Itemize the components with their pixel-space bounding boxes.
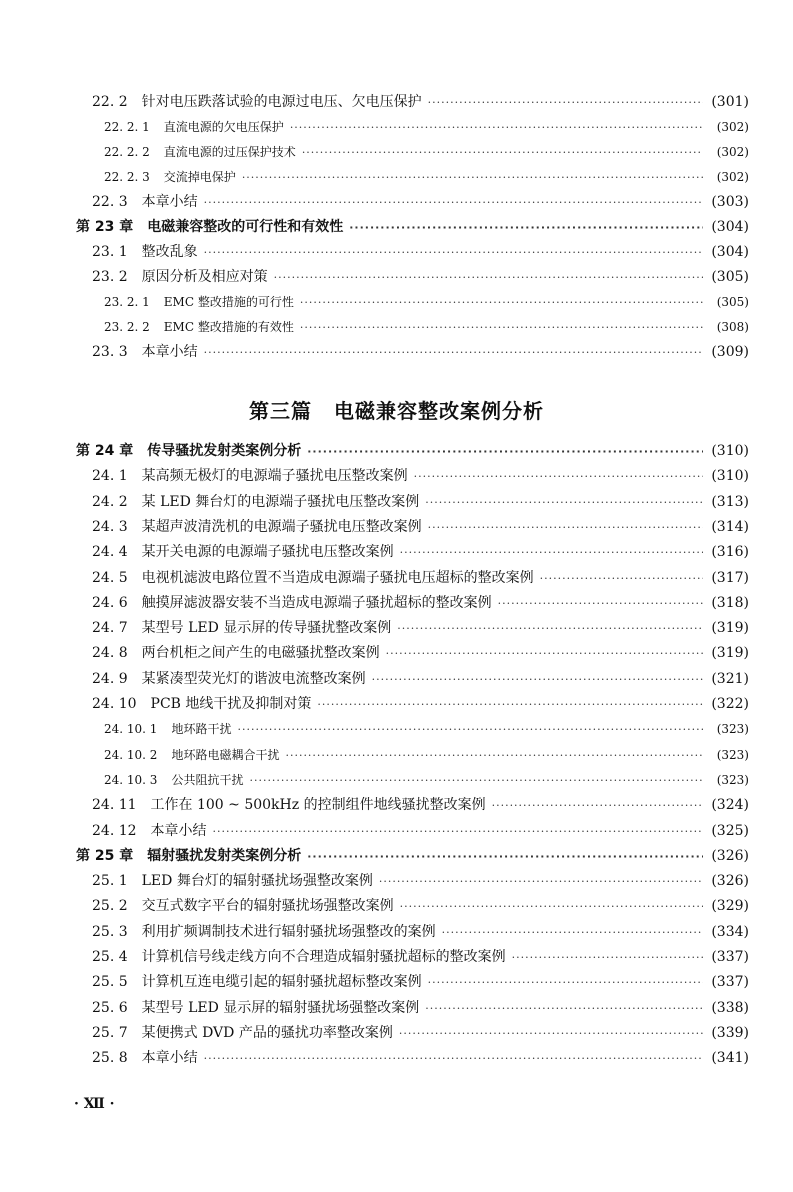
toc-subsection-entry: [104, 117, 749, 138]
entry-number: 25. 5: [92, 974, 128, 991]
entry-title: 直流电源的过压保护技术: [163, 145, 296, 159]
entry-number: 24. 7: [92, 620, 128, 637]
toc-section-entry: [92, 972, 749, 993]
entry-page-number: (319): [711, 645, 749, 662]
leader-dots: [372, 670, 703, 690]
leader-dots: [414, 467, 703, 487]
entry-number: 24. 3: [92, 518, 128, 535]
entry-number: 24. 2: [92, 493, 128, 510]
entry-title: 某开关电源的电源端子骚扰电压整改案例: [141, 544, 394, 561]
toc-chapter-entry: [76, 441, 749, 462]
entry-title: 两台机柜之间产生的电磁骚扰整改案例: [141, 645, 380, 662]
entry-page-number: (304): [711, 219, 749, 235]
entry-title: 本章小结: [141, 194, 198, 210]
leader-dots: [302, 143, 703, 163]
entry-title: 计算机互连电缆引起的辐射骚扰超标整改案例: [141, 974, 422, 991]
entry-number: 24. 10: [92, 696, 137, 712]
entry-title: 原因分析及相应对策: [141, 269, 268, 285]
leader-dots: [204, 243, 703, 263]
entry-page-number: (324): [711, 797, 749, 814]
leader-dots: [307, 847, 703, 867]
part-label: 第三篇: [249, 399, 312, 423]
entry-page-number: (314): [711, 518, 749, 535]
toc-section-entry: [92, 947, 749, 968]
entry-number: 24. 1: [92, 468, 128, 485]
entry-page-number: (302): [716, 170, 749, 184]
entry-title: PCB 地线干扰及抑制对策: [150, 696, 312, 712]
entry-page-number: (310): [711, 468, 749, 485]
entry-page-number: (337): [711, 949, 749, 965]
entry-number: 25. 2: [92, 898, 128, 915]
toc-chapter-entry: [76, 846, 749, 867]
entry-title: 针对电压跌落试验的电源过电压、欠电压保护: [141, 94, 422, 110]
toc-section-entry: [92, 896, 749, 917]
leader-dots: [237, 720, 703, 740]
toc-section-entry: [92, 871, 749, 892]
toc-section-entry: [92, 593, 749, 614]
entry-page-number: (308): [716, 320, 749, 334]
toc-section-entry: [92, 669, 749, 690]
page-folio: · Ⅻ ·: [74, 1096, 115, 1112]
entry-page-number: (313): [711, 493, 749, 510]
entry-title: 某紧凑型荧光灯的谐波电流整改案例: [141, 670, 366, 687]
toc-section-entry: [92, 643, 749, 664]
leader-dots: [425, 493, 703, 513]
toc-subsection-entry: [104, 770, 749, 791]
entry-number: 24. 10. 2: [104, 747, 158, 762]
leader-dots: [290, 118, 703, 138]
leader-dots: [204, 193, 703, 213]
entry-number: 第 23 章: [76, 219, 134, 235]
entry-number: 24. 5: [92, 569, 128, 586]
entry-page-number: (339): [711, 1024, 749, 1041]
toc-section-entry: [92, 92, 749, 113]
entry-page-number: (305): [716, 295, 749, 309]
entry-page-number: (326): [711, 873, 749, 890]
leader-dots: [492, 796, 703, 816]
leader-dots: [307, 442, 703, 462]
leader-dots: [400, 543, 703, 563]
entry-title: 利用扩频调制技术进行辐射骚扰场强整改的案例: [141, 923, 436, 940]
entry-title: 某型号 LED 显示屏的传导骚扰整改案例: [141, 620, 392, 637]
entry-number: 25. 8: [92, 1050, 128, 1067]
entry-title: 交互式数字平台的辐射骚扰场强整改案例: [141, 898, 394, 915]
toc-section-entry: [92, 618, 749, 639]
toc-section-entry: [92, 1048, 749, 1069]
entry-title: 某超声波清洗机的电源端子骚扰电压整改案例: [141, 518, 422, 535]
toc-subsection-entry: [104, 719, 749, 740]
entry-number: 第 24 章: [76, 443, 134, 459]
entry-number: 24. 6: [92, 594, 128, 611]
leader-dots: [285, 746, 703, 766]
entry-title: 工作在 100 ~ 500kHz 的控制组件地线骚扰整改案例: [150, 797, 486, 814]
entry-title: 传导骚扰发射类案例分析: [147, 443, 302, 459]
entry-page-number: (302): [716, 120, 749, 134]
entry-number: 23. 3: [92, 344, 128, 360]
entry-page-number: (337): [711, 974, 749, 991]
entry-title: LED 舞台灯的辐射骚扰场强整改案例: [141, 873, 373, 890]
entry-number: 22. 2. 1: [104, 120, 150, 134]
entry-page-number: (319): [711, 620, 749, 637]
entry-page-number: (341): [711, 1050, 749, 1067]
entry-title: 辐射骚扰发射类案例分析: [147, 847, 302, 864]
entry-title: 触摸屏滤波器安装不当造成电源端子骚扰超标的整改案例: [141, 594, 492, 611]
entry-number: 24. 8: [92, 645, 128, 662]
toc-section-entry: [92, 568, 749, 589]
entry-title: 本章小结: [141, 1050, 198, 1067]
entry-page-number: (329): [711, 898, 749, 915]
leader-dots: [204, 1049, 703, 1069]
toc-subsection-entry: [104, 745, 749, 766]
entry-number: 25. 6: [92, 999, 128, 1016]
entry-title: 某型号 LED 显示屏的辐射骚扰场强整改案例: [141, 999, 420, 1016]
toc-section-entry: [92, 694, 749, 715]
part-heading: [0, 395, 793, 424]
leader-dots: [349, 218, 703, 238]
entry-page-number: (304): [711, 244, 749, 260]
leader-dots: [400, 897, 703, 917]
toc-subsection-entry: [104, 292, 749, 313]
entry-title: EMC 整改措施的可行性: [163, 295, 294, 309]
leader-dots: [379, 872, 703, 892]
entry-title: 整改乱象: [141, 244, 198, 260]
entry-page-number: (334): [711, 923, 749, 940]
toc-section-entry: [92, 267, 749, 288]
entry-number: 23. 2: [92, 269, 128, 285]
leader-dots: [300, 293, 703, 313]
leader-dots: [242, 168, 703, 188]
entry-page-number: (326): [711, 847, 749, 864]
leader-dots: [442, 923, 703, 943]
toc-section-entry: [92, 192, 749, 213]
entry-page-number: (309): [711, 344, 749, 360]
entry-title: 电视机滤波电路位置不当造成电源端子骚扰电压超标的整改案例: [141, 569, 534, 586]
toc-section-entry: [92, 492, 749, 513]
entry-title: 某 LED 舞台灯的电源端子骚扰电压整改案例: [141, 493, 420, 510]
leader-dots: [512, 948, 703, 968]
entry-page-number: (301): [711, 94, 749, 110]
toc-chapter-entry: [76, 217, 749, 238]
toc-section-entry: [92, 795, 749, 816]
toc-section-entry: [92, 517, 749, 538]
entry-page-number: (338): [711, 999, 749, 1016]
leader-dots: [428, 973, 703, 993]
toc-section-entry: [92, 342, 749, 363]
toc-subsection-entry: [104, 317, 749, 338]
entry-page-number: (305): [711, 269, 749, 285]
entry-title: 本章小结: [150, 822, 207, 839]
entry-page-number: (323): [716, 772, 749, 787]
entry-number: 24. 11: [92, 797, 137, 814]
entry-number: 25. 4: [92, 949, 128, 965]
entry-number: 22. 2. 2: [104, 145, 150, 159]
leader-dots: [249, 771, 703, 791]
toc-section-entry: [92, 542, 749, 563]
entry-title: 计算机信号线走线方向不合理造成辐射骚扰超标的整改案例: [141, 949, 506, 965]
entry-page-number: (318): [711, 594, 749, 611]
entry-number: 23. 2. 1: [104, 295, 150, 309]
entry-page-number: (322): [711, 696, 749, 712]
leader-dots: [386, 644, 703, 664]
entry-page-number: (310): [711, 443, 749, 459]
entry-number: 25. 3: [92, 923, 128, 940]
toc-section-entry: [92, 821, 749, 842]
entry-number: 25. 1: [92, 873, 128, 890]
entry-number: 24. 9: [92, 670, 128, 687]
leader-dots: [428, 518, 703, 538]
entry-title: 地环路电磁耦合干扰: [171, 747, 280, 762]
toc-section-entry: [92, 466, 749, 487]
entry-page-number: (323): [716, 722, 749, 737]
entry-title: 电磁兼容整改的可行性和有效性: [147, 219, 344, 235]
entry-title: EMC 整改措施的有效性: [163, 320, 294, 334]
entry-page-number: (321): [711, 670, 749, 687]
entry-title: 公共阻抗干扰: [171, 772, 244, 787]
entry-number: 24. 4: [92, 544, 128, 561]
toc-section-entry: [92, 1023, 749, 1044]
entry-page-number: (302): [716, 145, 749, 159]
toc-section-entry: [92, 242, 749, 263]
entry-title: 某高频无极灯的电源端子骚扰电压整改案例: [141, 468, 408, 485]
toc-subsection-entry: [104, 167, 749, 188]
entry-number: 23. 2. 2: [104, 320, 150, 334]
entry-page-number: (316): [711, 544, 749, 561]
entry-page-number: (317): [711, 569, 749, 586]
entry-page-number: (303): [711, 194, 749, 210]
part-title: 电磁兼容整改案例分析: [334, 399, 544, 423]
leader-dots: [425, 999, 703, 1019]
entry-number: 24. 12: [92, 822, 137, 839]
leader-dots: [300, 318, 703, 338]
entry-number: 25. 7: [92, 1024, 128, 1041]
entry-number: 22. 2: [92, 94, 128, 110]
leader-dots: [540, 569, 703, 589]
leader-dots: [274, 268, 703, 288]
leader-dots: [397, 619, 703, 639]
entry-title: 某便携式 DVD 产品的骚扰功率整改案例: [141, 1024, 393, 1041]
entry-page-number: (325): [711, 822, 749, 839]
entry-title: 交流掉电保护: [163, 170, 236, 184]
leader-dots: [428, 93, 703, 113]
toc-section-entry: [92, 998, 749, 1019]
entry-number: 第 25 章: [76, 847, 134, 864]
leader-dots: [399, 1024, 703, 1044]
entry-number: 22. 2. 3: [104, 170, 150, 184]
toc-subsection-entry: [104, 142, 749, 163]
entry-title: 本章小结: [141, 344, 198, 360]
leader-dots: [498, 594, 703, 614]
entry-number: 24. 10. 1: [104, 722, 158, 737]
entry-page-number: (323): [716, 747, 749, 762]
entry-title: 地环路干扰: [171, 722, 232, 737]
entry-title: 直流电源的欠电压保护: [163, 120, 284, 134]
leader-dots: [317, 695, 703, 715]
toc-section-entry: [92, 922, 749, 943]
leader-dots: [204, 343, 703, 363]
entry-number: 24. 10. 3: [104, 772, 158, 787]
entry-number: 23. 1: [92, 244, 128, 260]
leader-dots: [213, 822, 703, 842]
entry-number: 22. 3: [92, 194, 128, 210]
